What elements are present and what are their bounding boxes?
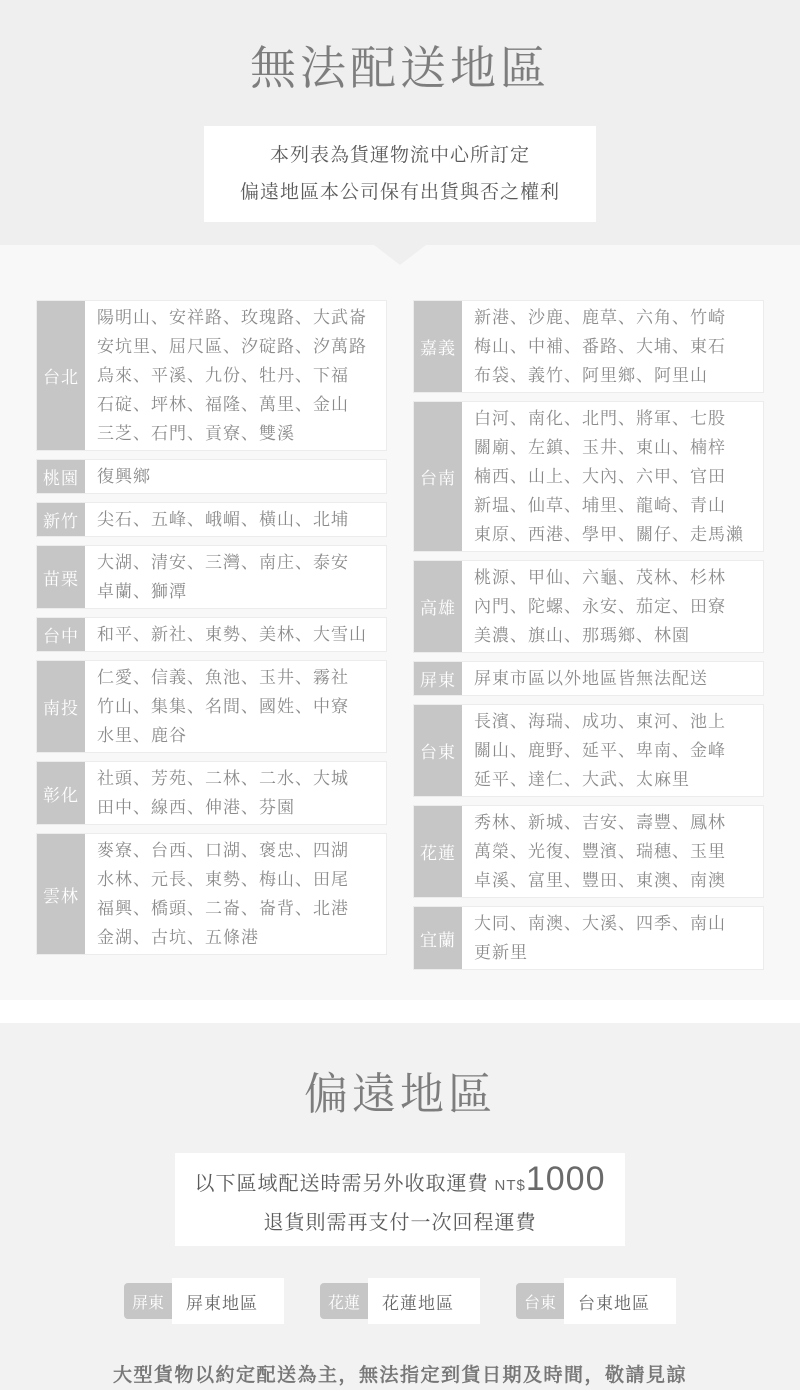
area-line: 屏東市區以外地區皆無法配送 xyxy=(474,669,708,688)
region-areas xyxy=(462,402,756,551)
area-line: 大湖、清安、三灣、南庄、泰安 xyxy=(97,553,349,572)
region-label: 桃園 xyxy=(37,460,85,493)
region-card xyxy=(36,300,387,451)
area-line: 梅山、中補、番路、大埔、東石 xyxy=(474,337,726,356)
area-line: 延平、達仁、大武、太麻里 xyxy=(474,770,690,789)
region-areas xyxy=(462,705,738,796)
region-areas xyxy=(85,834,361,954)
region-card xyxy=(413,704,764,797)
region-label: 嘉義 xyxy=(414,301,462,392)
area-line: 萬榮、光復、豐濱、瑞穗、玉里 xyxy=(474,842,726,861)
area-line: 竹山、集集、名間、國姓、中寮 xyxy=(97,697,349,716)
fee-prefix-text: 以下區域配送時需另外收取運費 xyxy=(194,1173,489,1195)
section-pointer-arrow xyxy=(374,245,426,265)
region-card xyxy=(413,906,764,970)
region-label: 台南 xyxy=(414,402,462,551)
area-line: 內門、陀螺、永安、茄定、田寮 xyxy=(474,597,726,616)
region-areas xyxy=(85,618,379,651)
remote-region-chip xyxy=(516,1278,676,1324)
area-line: 石碇、坪林、福隆、萬里、金山 xyxy=(97,395,349,414)
region-card xyxy=(413,661,764,696)
fee-currency-text: NT$ xyxy=(494,1177,526,1194)
region-label: 南投 xyxy=(37,661,85,752)
region-card xyxy=(413,401,764,552)
no-delivery-title: 無法配送地區 xyxy=(250,42,550,94)
region-card xyxy=(36,833,387,955)
area-line: 仁愛、信義、魚池、玉井、霧社 xyxy=(97,668,349,687)
region-areas xyxy=(85,503,361,536)
region-areas xyxy=(85,460,163,493)
fee-notice-line-1 xyxy=(175,1159,625,1206)
area-line: 復興鄉 xyxy=(97,467,151,486)
area-line: 秀林、新城、吉安、壽豐、鳳林 xyxy=(474,813,726,832)
area-line: 和平、新社、東勢、美林、大雪山 xyxy=(97,625,367,644)
area-line: 三芝、石門、貢寮、雙溪 xyxy=(97,424,295,443)
fee-notice-line-2: 退貨則需再支付一次回程運費 xyxy=(263,1212,537,1234)
area-line: 麥寮、台西、口湖、褒忠、四湖 xyxy=(97,841,349,860)
area-line: 新塭、仙草、埔里、龍崎、青山 xyxy=(474,496,726,515)
region-card xyxy=(36,545,387,609)
area-line: 長濱、海瑞、成功、東河、池上 xyxy=(474,712,726,731)
area-line: 大同、南澳、大溪、四季、南山 xyxy=(474,914,726,933)
notice-box xyxy=(204,126,596,222)
area-line: 福興、橋頭、二崙、崙背、北港 xyxy=(97,899,349,918)
area-line: 水林、元長、東勢、梅山、田尾 xyxy=(97,870,349,889)
region-card xyxy=(36,459,387,494)
region-areas xyxy=(462,561,738,652)
region-areas xyxy=(85,762,361,824)
region-label: 苗栗 xyxy=(37,546,85,608)
area-line: 安坑里、屈尺區、汐碇路、汐萬路 xyxy=(97,337,367,356)
remote-region-label: 屏東 xyxy=(124,1283,172,1319)
region-label: 花蓮 xyxy=(414,806,462,897)
area-line: 陽明山、安祥路、玫瑰路、大武崙 xyxy=(97,308,367,327)
region-areas xyxy=(85,301,379,450)
region-label: 台中 xyxy=(37,618,85,651)
region-card xyxy=(413,805,764,898)
fee-notice-box xyxy=(175,1153,625,1246)
no-delivery-header-section xyxy=(0,0,800,245)
area-line: 桃源、甲仙、六龜、茂林、杉林 xyxy=(474,568,726,587)
area-line: 更新里 xyxy=(474,943,528,962)
delivery-footnote: 大型貨物以約定配送為主，無法指定到貨日期及時間，敬請見諒 xyxy=(112,1365,687,1386)
notice-line-1: 本列表為貨運物流中心所訂定 xyxy=(269,145,530,166)
remote-area-title: 偏遠地區 xyxy=(304,1070,496,1119)
remote-region-name: 花蓮地區 xyxy=(368,1278,480,1324)
region-areas xyxy=(85,661,361,752)
region-card xyxy=(36,502,387,537)
region-label: 台東 xyxy=(414,705,462,796)
area-line: 布袋、義竹、阿里鄉、阿里山 xyxy=(474,366,708,385)
region-label: 雲林 xyxy=(37,834,85,954)
area-line: 白河、南化、北門、將軍、七股 xyxy=(474,409,726,428)
section-divider xyxy=(0,1000,800,1023)
area-line: 卓溪、富里、豐田、東澳、南澳 xyxy=(474,871,726,890)
remote-region-name: 台東地區 xyxy=(564,1278,676,1324)
region-label: 宜蘭 xyxy=(414,907,462,969)
area-line: 東原、西港、學甲、關仔、走馬瀨 xyxy=(474,525,744,544)
region-label: 新竹 xyxy=(37,503,85,536)
area-line: 卓蘭、獅潭 xyxy=(97,582,187,601)
area-line: 楠西、山上、大內、六甲、官田 xyxy=(474,467,726,486)
remote-region-label: 花蓮 xyxy=(320,1283,368,1319)
area-line: 新港、沙鹿、鹿草、六角、竹崎 xyxy=(474,308,726,327)
remote-region-name: 屏東地區 xyxy=(172,1278,284,1324)
region-areas xyxy=(85,546,361,608)
area-line: 烏來、平溪、九份、牡丹、下福 xyxy=(97,366,349,385)
remote-area-section xyxy=(0,1023,800,1390)
remote-region-chip xyxy=(320,1278,480,1324)
region-label: 彰化 xyxy=(37,762,85,824)
remote-region-label: 台東 xyxy=(516,1283,564,1319)
region-areas xyxy=(462,907,738,969)
area-line: 田中、線西、伸港、芬園 xyxy=(97,798,295,817)
area-line: 水里、鹿谷 xyxy=(97,726,187,745)
fee-amount-text: 1000 xyxy=(525,1160,606,1198)
region-column-right xyxy=(413,300,764,978)
region-card xyxy=(413,300,764,393)
remote-region-chip xyxy=(124,1278,284,1324)
region-areas xyxy=(462,301,738,392)
region-card xyxy=(413,560,764,653)
no-delivery-region-list xyxy=(0,245,800,1000)
area-line: 金湖、古坑、五條港 xyxy=(97,928,259,947)
region-areas xyxy=(462,662,720,695)
region-label: 高雄 xyxy=(414,561,462,652)
area-line: 關山、鹿野、延平、卑南、金峰 xyxy=(474,741,726,760)
area-line: 尖石、五峰、峨嵋、橫山、北埔 xyxy=(97,510,349,529)
region-card xyxy=(36,660,387,753)
area-line: 關廟、左鎮、玉井、東山、楠梓 xyxy=(474,438,726,457)
area-line: 社頭、芳苑、二林、二水、大城 xyxy=(97,769,349,788)
remote-region-chip-row xyxy=(0,1278,800,1324)
area-line: 美濃、旗山、那瑪鄉、林園 xyxy=(474,626,690,645)
region-card xyxy=(36,617,387,652)
region-label: 屏東 xyxy=(414,662,462,695)
region-column-left xyxy=(36,300,387,978)
region-label: 台北 xyxy=(37,301,85,450)
region-areas xyxy=(462,806,738,897)
region-card xyxy=(36,761,387,825)
notice-line-2: 偏遠地區本公司保有出貨與否之權利 xyxy=(239,182,560,203)
